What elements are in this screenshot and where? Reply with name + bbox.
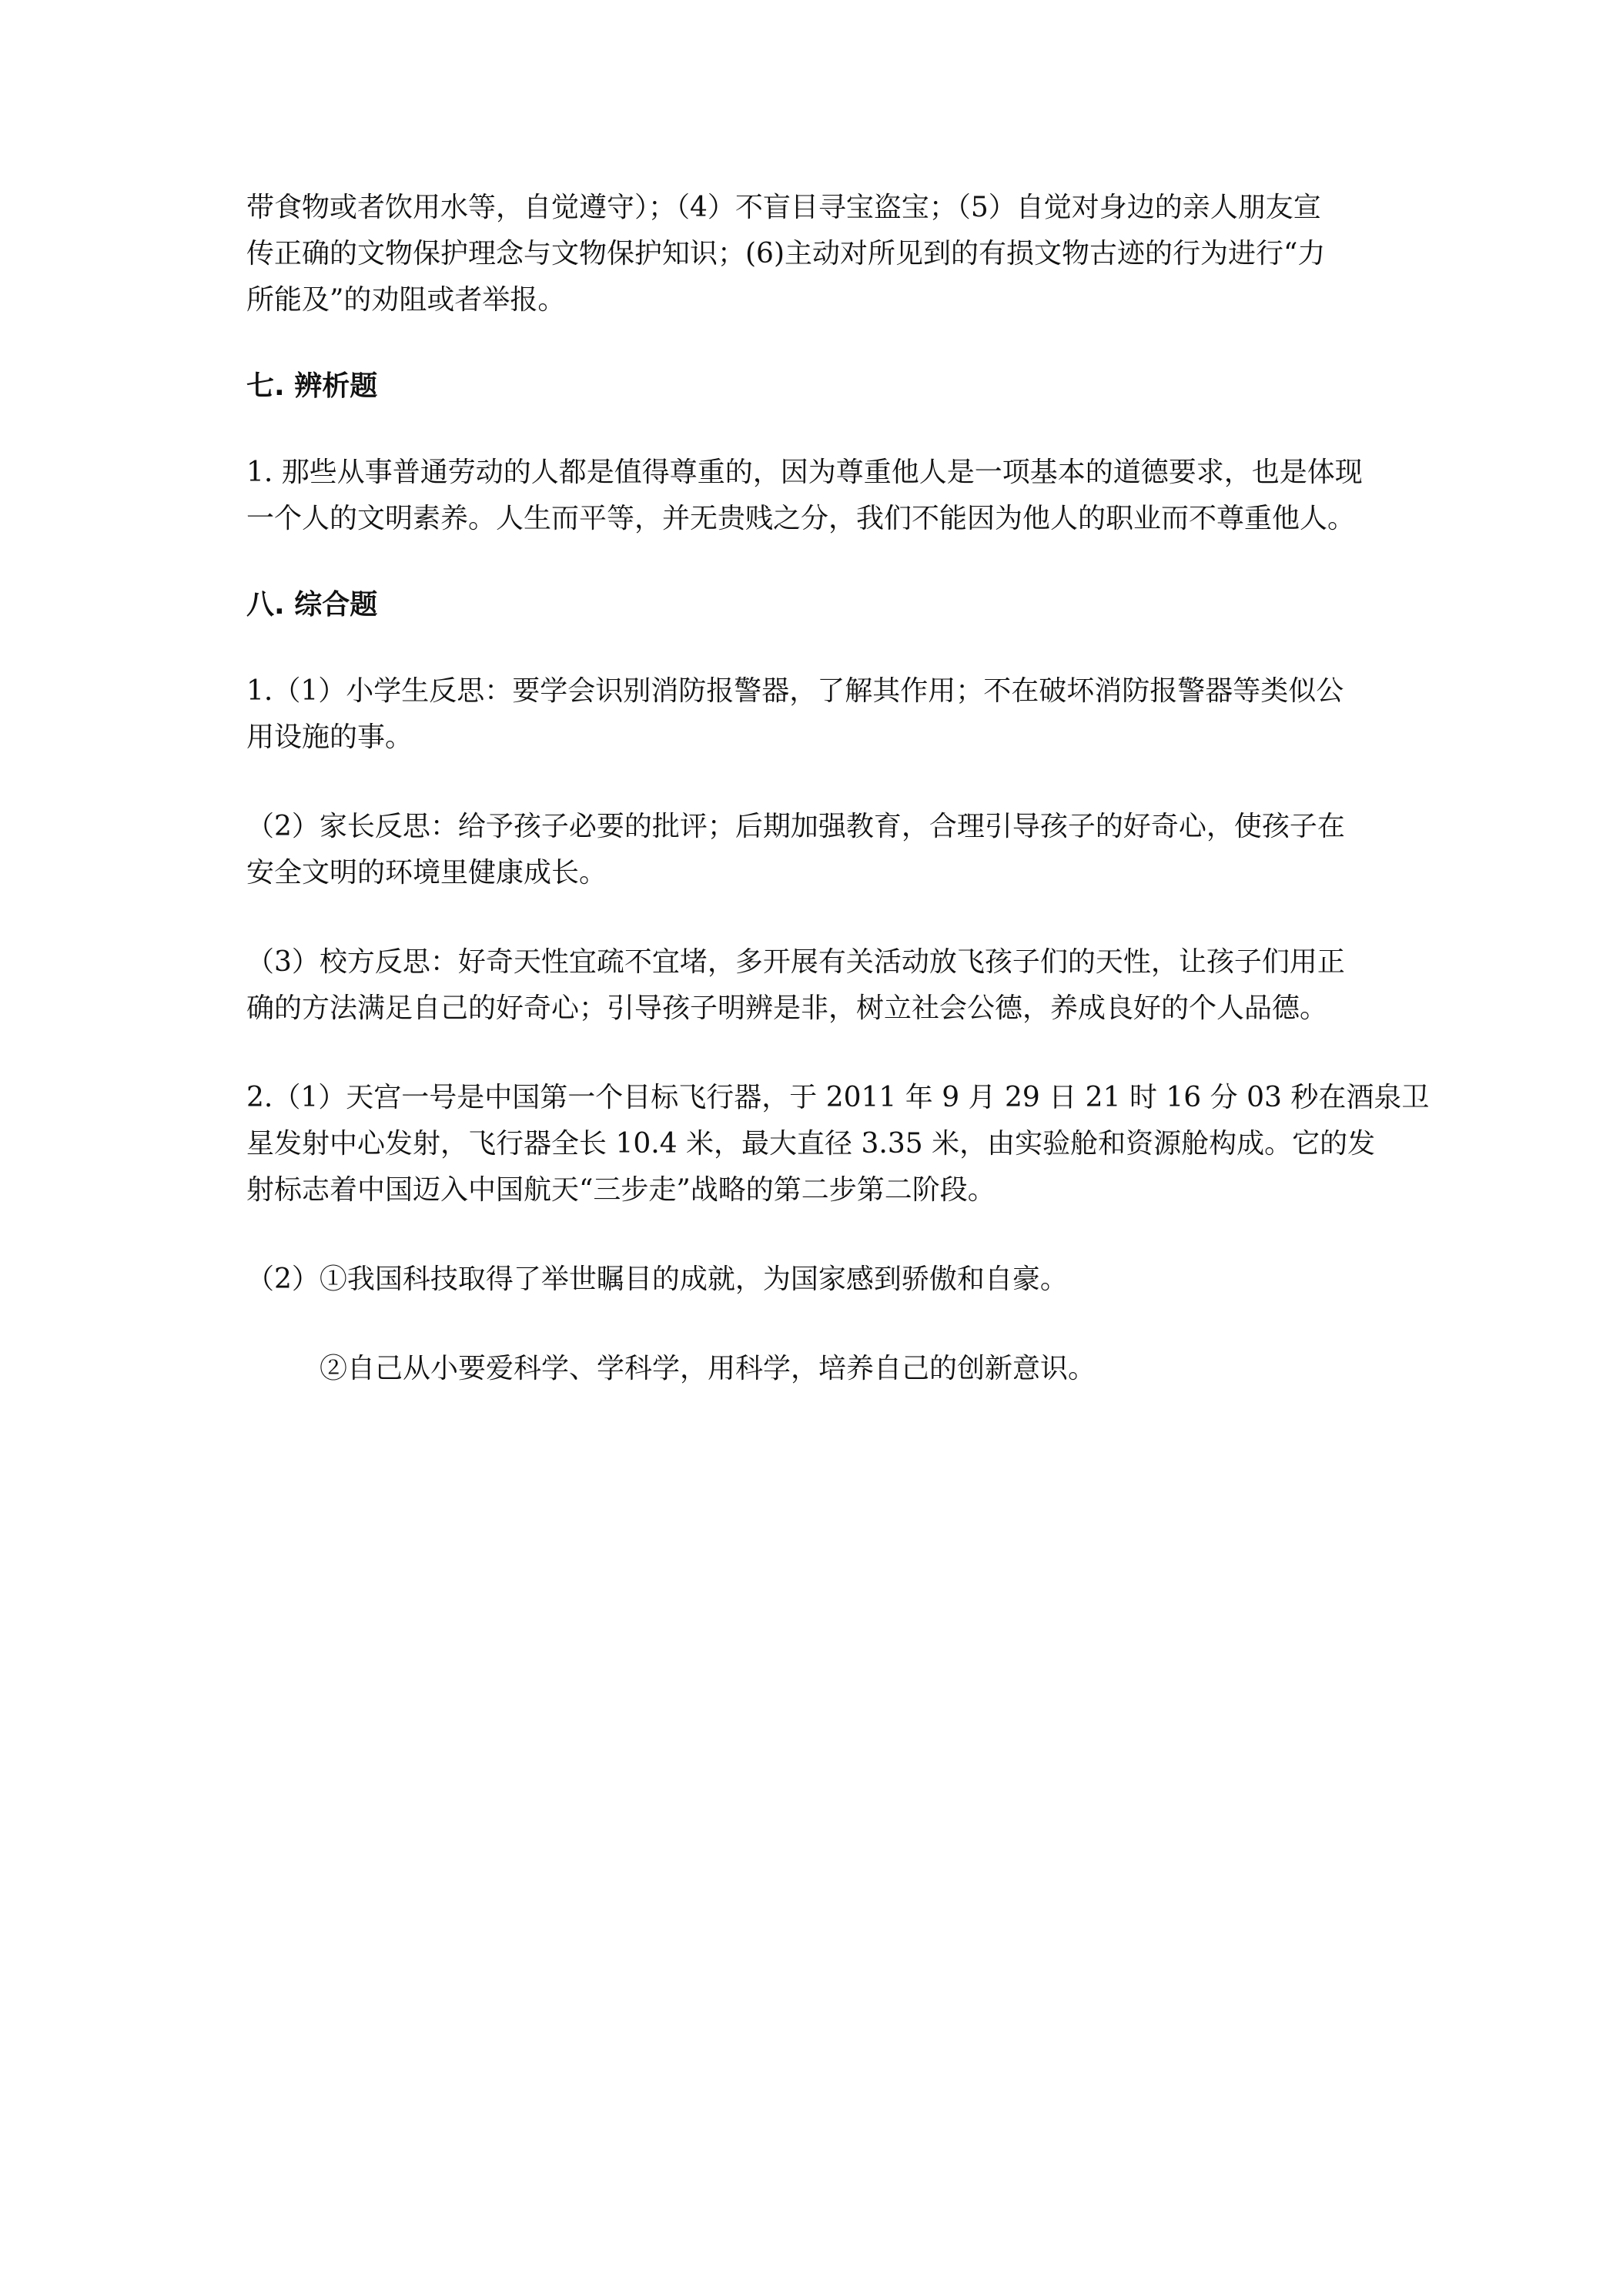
spacer: [246, 896, 1386, 939]
text-line: 2.（1）天宫一号是中国第一个目标飞行器，于 2011 年 9 月 29 日 21 时 16 分 03 秒在酒泉卫: [246, 1082, 1430, 1113]
answer-analysis-1: [246, 450, 1386, 542]
text-line: ②自己从小要爱科学、学科学，用科学，培养自己的创新意识。: [320, 1353, 1096, 1384]
answer-comprehensive-2-part-2a: [246, 1257, 1386, 1303]
text-line: 1.（1）小学生反思：要学会识别消防报警器，了解其作用；不在破坏消防报警器等类似公: [246, 675, 1344, 707]
paragraph-cultural-relic-protection: [246, 185, 1386, 323]
answer-content: [246, 185, 1430, 1392]
text-line: （2）家长反思：给予孩子必要的批评；后期加强教育，合理引导孩子的好奇心，使孩子在: [246, 811, 1345, 842]
spacer: [246, 761, 1386, 804]
text-line: （2）①我国科技取得了举世瞩目的成就，为国家感到骄傲和自豪。: [246, 1263, 1068, 1295]
section-heading-analysis: 七. 辨析题: [246, 370, 378, 402]
answer-comprehensive-2-part-1: [246, 1075, 1430, 1213]
spacer: [246, 1303, 1386, 1346]
spacer: [246, 542, 1386, 582]
section-heading-comprehensive: 八. 综合题: [246, 589, 378, 621]
text-line: 用设施的事。: [246, 721, 413, 753]
text-line: 射标志着中国迈入中国航天“三步走”战略的第二步第二阶段。: [246, 1174, 996, 1206]
answer-comprehensive-1-part-3: [246, 939, 1386, 1032]
text-line: 一个人的文明素养。人生而平等，并无贵贱之分，我们不能因为他人的职业而不尊重他人。: [246, 503, 1356, 534]
answer-comprehensive-1-part-2: [246, 804, 1386, 896]
text-line: 星发射中心发射，飞行器全长 10.4 米，最大直径 3.35 米，由实验舱和资源舱构成。它的发: [246, 1128, 1376, 1160]
spacer: [246, 628, 1386, 668]
text-line: 传正确的文物保护理念与文物保护知识；(6)主动对所见到的有损文物古迹的行为进行“力: [246, 238, 1326, 269]
text-line: 确的方法满足自己的好奇心；引导孩子明辨是非，树立社会公德，养成良好的个人品德。: [246, 992, 1328, 1024]
answer-comprehensive-2-part-2b: [246, 1346, 1386, 1392]
spacer: [246, 1032, 1386, 1075]
text-line: 安全文明的环境里健康成长。: [246, 857, 607, 889]
spacer: [246, 323, 1386, 363]
spacer: [246, 410, 1386, 450]
answer-comprehensive-1-part-1: [246, 668, 1386, 761]
spacer: [246, 1213, 1386, 1257]
text-line: （3）校方反思：好奇天性宜疏不宜堵，多开展有关活动放飞孩子们的天性，让孩子们用正: [246, 946, 1345, 978]
text-line: 带食物或者饮用水等，自觉遵守）；（4）不盲目寻宝盗宝；（5）自觉对身边的亲人朋友宣: [246, 192, 1321, 223]
text-line: 1. 那些从事普通劳动的人都是值得尊重的，因为尊重他人是一项基本的道德要求，也是体现: [246, 457, 1363, 488]
text-line: 所能及”的劝阻或者举报。: [246, 284, 566, 316]
